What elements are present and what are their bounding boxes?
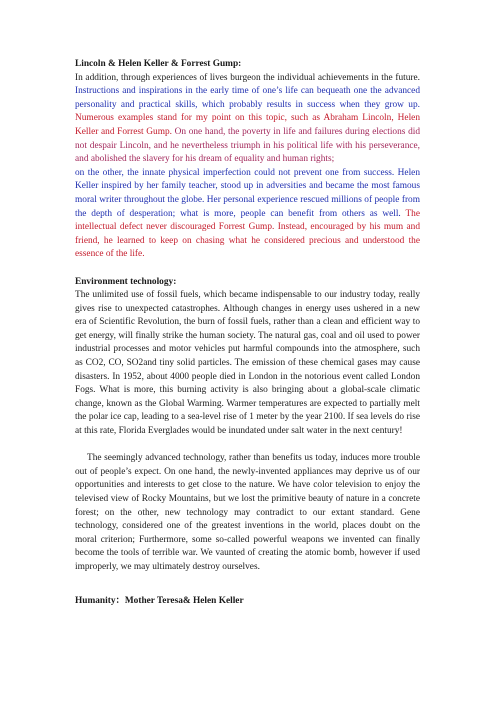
blue-highlight-text: Instructions and inspirations in the early time of one’s life can bequeath one the advanced personality and practical skills, which probably results in success when they grow up. — [75, 86, 420, 110]
paragraph-fossil-fuels: The unlimited use of fossil fuels, which became indispensable to our industry today, really gives rise to unexpected catastrophes. Although changes in energy uses ushered in a new era of Scientific Revolution, the burn of fossil fuels, rather than a clean and efficient way to get energy, will finally strike the human society. The natural gas, coal and oil used to power industrial processes and motor vehicles put harmful compounds into the atmosphere, such as CO2, CO, SO2and tiny solid particles. The emission of these chemical gases may cause disasters. In 1952, about 4000 people died in London in the notorious event called London Fogs. What is more, this burning activity is also bringing about a global-scale climatic change, known as the Global Warming. Warmer temperatures are expected to partially melt the polar ice cap, leading to a sea-level rise of 1 meter by the year 2100. If sea levels do rise at this rate, Florida Everglades would be inundated under salt water in the next century! — [75, 290, 420, 437]
red-highlight-text: Numerous examples stand for my point on this topic, such as Abraham Lincoln, Helen Keller and Forrest Gump. — [75, 113, 420, 137]
paragraph-helen-keller — [75, 167, 420, 262]
red-forrest-text: The intellectual defect never discouraged Forrest Gump. Instead, encouraged by his mum and friend, he learned to keep on chasing what he considered precious and understood the essence of the life. — [75, 208, 421, 260]
intro-text: In addition, through experiences of lives burgeon the individual achievements in the future. — [75, 72, 420, 83]
spacer — [75, 439, 420, 453]
paragraph-technology: The seemingly advanced technology, rather than benefits us today, induces more trouble out of people’s expect. On one hand, the newly-invented appliances may deprive us of our opportunities and interests to get close to the nature. We have color television to enjoy the televised view of Rocky Mountains, but we lost the primitive beauty of nature in a concrete forest; on the other, new technology may contradict to our extant standard. Gene technology, considered one of the greatest inventions in the world, places doubt on the moral criterion; Furthermore, some so-called powerful weapons we invented can finally become the tools of terrible war. We vaunted of creating the atomic bomb, however if used improperly, we may ultimately destroy ourselves. — [75, 453, 420, 572]
blue-helen-text: on the other, the innate physical imperfection could not prevent one from success. Helen Keller inspired by her family teacher, stood up in adversities and became the most famous moral writer throughout the globe. Her personal experience rescued millions of people from the depth of desperation; what is more, people can benefit from others as well. — [75, 167, 420, 219]
paragraph-lincoln — [75, 72, 420, 167]
section-heading-humanity: Humanity：Mother Teresa& Helen Keller — [75, 595, 244, 606]
section-heading-environment: Environment technology: — [75, 276, 177, 287]
section-heading-lincoln: Lincoln & Helen Keller & Forrest Gump: — [75, 59, 242, 69]
spacer — [75, 262, 420, 276]
document-page — [75, 58, 420, 608]
pink-highlight-text: On one hand, the poverty in life and failures during elections did not despair Lincoln, and he nevertheless triumph in his political life with his perseverance, and abolished the slavery for his dream of equality and human rights; — [75, 126, 421, 165]
